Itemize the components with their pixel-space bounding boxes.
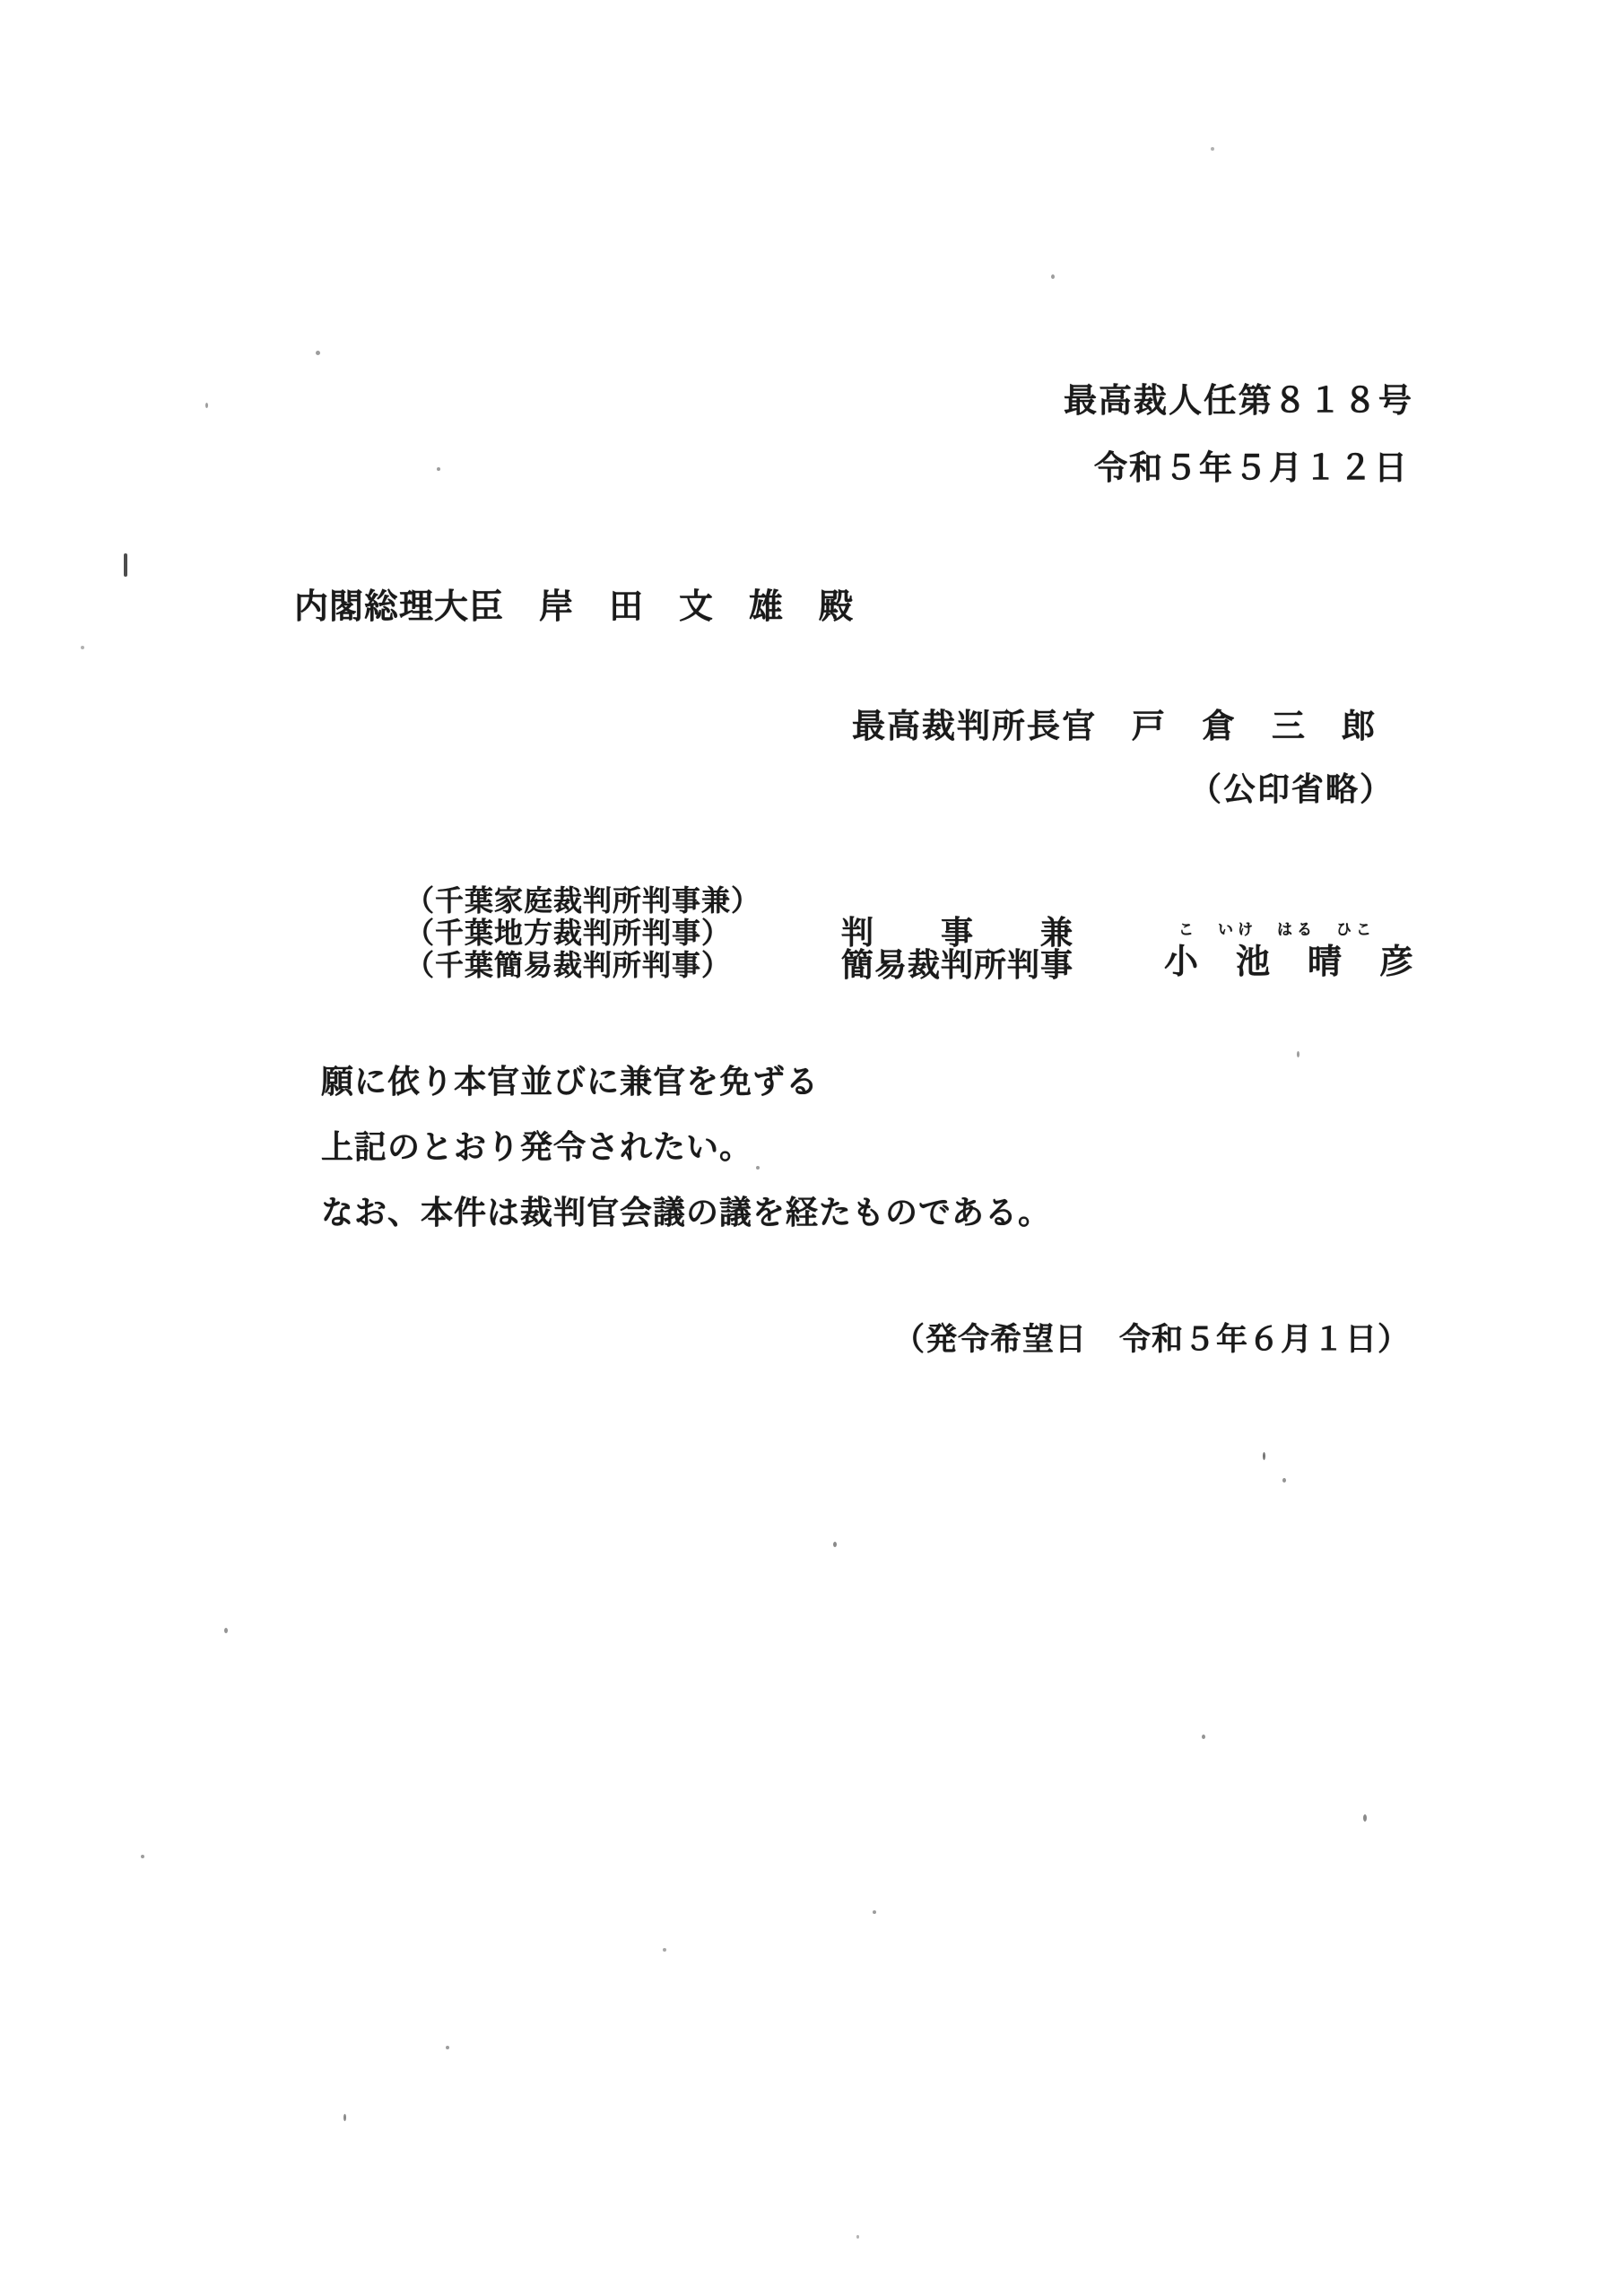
- document-number: 最高裁人任第８１８号: [1064, 383, 1413, 420]
- body-line: なお、本件は裁判官会議の議を経たものである。: [321, 1195, 1052, 1231]
- addressee-line: 内閣総理大臣 岸 田 文 雄 殿: [294, 588, 855, 626]
- scan-speck: [446, 2046, 449, 2049]
- scan-speck: [343, 2114, 346, 2121]
- summary-court-judge-title-line: 簡易裁判所判事: [841, 947, 1074, 983]
- judge-title-line: 判 事 兼: [841, 915, 1074, 951]
- body-line: 願に依り本官並びに兼官を免ずる: [321, 1064, 820, 1100]
- current-position-line: （千葉簡易裁判所判事）: [405, 949, 732, 981]
- scan-speck: [224, 1628, 228, 1633]
- sender-line: 最高裁判所長官 戸 倉 三 郎: [852, 709, 1377, 745]
- scan-speck: [833, 1542, 837, 1547]
- scan-speck: [1211, 147, 1214, 151]
- current-position-line: （千葉地方裁判所判事）: [405, 917, 732, 949]
- scan-speck: [1363, 1814, 1367, 1822]
- scan-speck: [1202, 1735, 1205, 1739]
- body-line: 上記のとおり発令されたい。: [321, 1129, 753, 1165]
- seal-omitted-note: （公印省略）: [1189, 771, 1395, 807]
- scan-speck: [141, 1855, 144, 1858]
- scan-speck: [205, 403, 208, 408]
- scan-speck: [437, 467, 440, 471]
- effective-date-note: （発令希望日 令和５年６月１日）: [893, 1322, 1411, 1357]
- judge-name-furigana: こ いけ はる ひこ: [1178, 921, 1376, 938]
- scan-speck: [1282, 1478, 1286, 1483]
- document-date: 令和５年５月１２日: [1094, 450, 1409, 487]
- judge-name: 小 池 晴 彦: [1164, 944, 1416, 981]
- scan-speck: [756, 1166, 760, 1170]
- scan-speck: [873, 1910, 876, 1914]
- scan-speck: [856, 2235, 859, 2239]
- current-position-line: （千葉家庭裁判所判事兼）: [405, 884, 761, 917]
- scan-speck: [81, 646, 84, 649]
- scan-mark: [124, 553, 127, 577]
- scan-speck: [1263, 1452, 1265, 1460]
- scan-speck: [316, 351, 320, 355]
- scan-speck: [663, 1948, 666, 1952]
- scan-speck: [1297, 1051, 1299, 1057]
- scan-speck: [1051, 274, 1055, 279]
